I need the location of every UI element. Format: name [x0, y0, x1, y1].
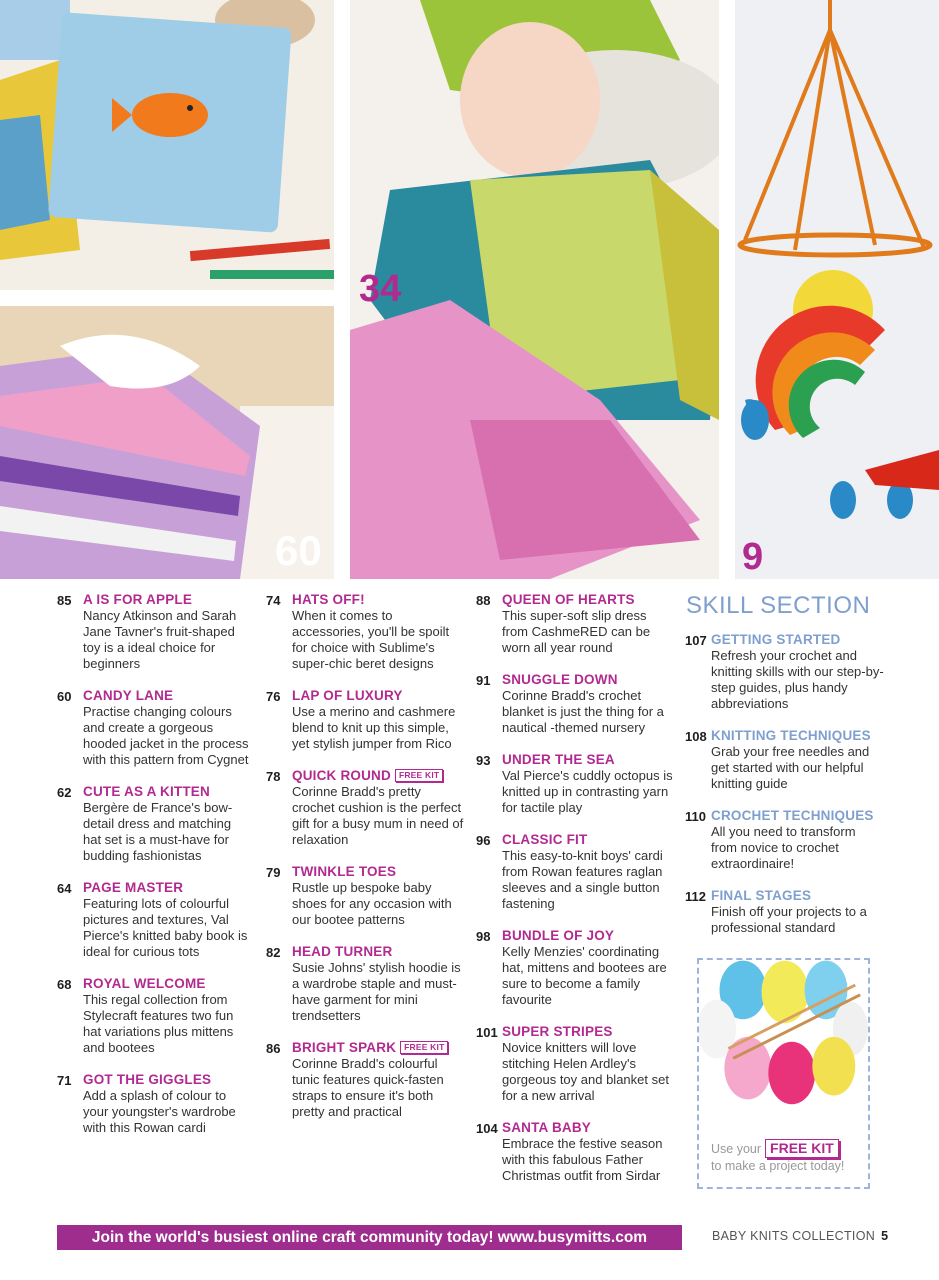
entry-description: Kelly Menzies' coordinating hat, mittens and bootees are sure to become a family favourite	[502, 944, 667, 1007]
page-number: 71	[57, 1073, 72, 1088]
page-number: 112	[685, 889, 706, 904]
contents-entry[interactable]	[266, 864, 466, 928]
page-number: 93	[476, 753, 491, 768]
page-number: 91	[476, 673, 491, 688]
contents-entry[interactable]	[266, 1040, 466, 1120]
entry-description: Bergère de France's bow-detail dress and matching hat set is a must-have for budding fashionistas	[83, 800, 233, 863]
contents-entry[interactable]	[476, 832, 676, 912]
page-number: 64	[57, 881, 72, 896]
entry-description: Corinne Bradd's colourful tunic features quick-fasten straps to ensure it's both pretty and practical	[292, 1056, 444, 1119]
entry-title: QUEEN OF HEARTS	[502, 592, 635, 607]
entry-description: All you need to transform from novice to crochet extraordinaire!	[711, 824, 856, 871]
entry-description: Corinne Bradd's pretty crochet cushion is the perfect gift for a busy mum in need of relaxation	[292, 784, 464, 847]
entry-description: When it comes to accessories, you'll be spoilt for choice with Sublime's super-chic beret designs	[292, 608, 450, 671]
entry-title	[292, 768, 466, 784]
page-footer	[712, 1229, 888, 1243]
contents-entry[interactable]	[476, 592, 676, 656]
contents-entry[interactable]	[476, 928, 676, 1008]
entry-description: Practise changing colours and create a gorgeous hooded jacket in the process with this pattern from Cygnet	[83, 704, 249, 767]
entry-title: CANDY LANE	[83, 688, 174, 703]
page-number: 74	[266, 593, 281, 608]
page-number: 86	[266, 1041, 281, 1056]
page-number: 96	[476, 833, 491, 848]
free-kit-label: FREE KIT	[765, 1139, 839, 1158]
contents-entry[interactable]	[57, 976, 252, 1056]
entry-title: HEAD TURNER	[292, 944, 393, 959]
entry-description: Novice knitters will love stitching Helen Ardley's gorgeous toy and blanket set for a new arrival	[502, 1040, 669, 1103]
entry-title: SANTA BABY	[502, 1120, 591, 1135]
contents-entry[interactable]	[266, 944, 466, 1024]
entry-title: BUNDLE OF JOY	[502, 928, 615, 943]
page-number: 82	[266, 945, 281, 960]
entry-title-text: BRIGHT SPARK	[292, 1040, 397, 1055]
page-number: 68	[57, 977, 72, 992]
entry-title: SNUGGLE DOWN	[502, 672, 618, 687]
entry-description: Refresh your crochet and knitting skills with our step-by-step guides, plus handy abbreviations	[711, 648, 884, 711]
crochet-mobile-photo	[735, 0, 939, 579]
entry-description: Featuring lots of colourful pictures and textures, Val Pierce's knitted baby book is ideal for curious tots	[83, 896, 248, 959]
page-number: 76	[266, 689, 281, 704]
entry-description: This easy-to-knit boys' cardi from Rowan features raglan sleeves and a single button fastening	[502, 848, 663, 911]
entry-description: Corinne Bradd's crochet blanket is just the thing for a nautical -themed nursery	[502, 688, 664, 735]
contents-entry[interactable]	[476, 1024, 676, 1104]
community-banner-link[interactable]: Join the world's busiest online craft community today! www.busymitts.com	[57, 1225, 682, 1250]
page-number: 85	[57, 593, 72, 608]
entry-title: UNDER THE SEA	[502, 752, 615, 767]
contents-entry[interactable]	[57, 592, 252, 672]
entry-description: Rustle up bespoke baby shoes for any occasion with our bootee patterns	[292, 880, 452, 927]
entry-description: This super-soft slip dress from CashmeRED can be worn all year round	[502, 608, 651, 655]
page-number: 101	[476, 1025, 498, 1040]
entry-title: CUTE AS A KITTEN	[83, 784, 210, 799]
page-number: 110	[685, 809, 706, 824]
entry-title	[292, 1040, 466, 1056]
skill-section-heading: SKILL SECTION	[686, 592, 871, 619]
contents-entry[interactable]	[57, 688, 252, 768]
contents-column-3	[476, 592, 676, 1200]
entry-title: GETTING STARTED	[711, 632, 841, 647]
page-number: 88	[476, 593, 491, 608]
candy-lane-cardigan-photo	[0, 306, 334, 579]
entry-title: LAP OF LUXURY	[292, 688, 403, 703]
page-number-label: 9	[742, 536, 764, 578]
entry-title: FINAL STAGES	[711, 888, 812, 903]
entry-description: Susie Johns' stylish hoodie is a wardrobe staple and must-have garment for mini trendsetters	[292, 960, 461, 1023]
magazine-title: BABY KNITS COLLECTION	[712, 1229, 876, 1243]
free-kit-caption	[711, 1139, 844, 1175]
entry-title: CLASSIC FIT	[502, 832, 588, 847]
page-number-label: 60	[275, 527, 322, 574]
contents-entry[interactable]	[266, 688, 466, 752]
entry-description: Use a merino and cashmere blend to knit up this simple, yet stylish jumper from Rico	[292, 704, 456, 751]
contents-entry[interactable]	[685, 888, 885, 936]
entry-description: Embrace the festive season with this fabulous Father Christmas outfit from Sirdar	[502, 1136, 663, 1183]
entry-description: Finish off your projects to a professional standard	[711, 904, 867, 935]
baby-cardigan-photo	[350, 0, 719, 579]
contents-entry[interactable]	[476, 672, 676, 736]
entry-description: Nancy Atkinson and Sarah Jane Tavner's fruit-shaped toy is a ideal choice for beginners	[83, 608, 237, 671]
entry-title: PAGE MASTER	[83, 880, 184, 895]
page-number: 62	[57, 785, 72, 800]
page-number: 78	[266, 769, 281, 784]
entry-title: CROCHET TECHNIQUES	[711, 808, 874, 823]
entry-title: TWINKLE TOES	[292, 864, 397, 879]
entry-title: A IS FOR APPLE	[83, 592, 193, 607]
entry-title: KNITTING TECHNIQUES	[711, 728, 871, 743]
contents-entry[interactable]	[57, 1072, 252, 1136]
entry-title: HATS OFF!	[292, 592, 365, 607]
contents-entry[interactable]	[685, 808, 885, 872]
entry-description: Grab your free needles and get started with our helpful knitting guide	[711, 744, 870, 791]
contents-column-1	[57, 592, 252, 1152]
entry-title: GOT THE GIGGLES	[83, 1072, 212, 1087]
entry-description: Add a splash of colour to your youngster's wardrobe with this Rowan cardi	[83, 1088, 236, 1135]
entry-title: SUPER STRIPES	[502, 1024, 613, 1039]
kit-caption-line2: to make a project today!	[711, 1159, 845, 1173]
contents-entry[interactable]	[57, 880, 252, 960]
page-number: 104	[476, 1121, 498, 1136]
page-number: 60	[57, 689, 72, 704]
entry-description: Val Pierce's cuddly octopus is knitted up in contrasting yarn for tactile play	[502, 768, 673, 815]
page-number: 108	[685, 729, 707, 744]
contents-entry[interactable]	[266, 768, 466, 848]
folio-page-number: 5	[881, 1229, 889, 1243]
contents-entry[interactable]	[476, 752, 676, 816]
free-kit-box	[697, 958, 870, 1189]
contents-entry[interactable]	[57, 784, 252, 864]
free-kit-badge: FREE KIT	[400, 1041, 448, 1054]
entry-title-text: QUICK ROUND	[292, 768, 391, 783]
skill-section-column	[685, 632, 885, 952]
free-kit-badge: FREE KIT	[395, 769, 443, 782]
contents-entry[interactable]	[476, 1120, 676, 1184]
page-number: 79	[266, 865, 281, 880]
entry-title: ROYAL WELCOME	[83, 976, 206, 991]
kit-caption-prefix: Use your	[711, 1142, 762, 1156]
contents-entry[interactable]	[685, 632, 885, 712]
contents-entry[interactable]	[685, 728, 885, 792]
contents-column-2	[266, 592, 466, 1136]
page-number: 98	[476, 929, 491, 944]
contents-entry[interactable]	[266, 592, 466, 672]
entry-description: This regal collection from Stylecraft features two fun hat variations plus mittens and bootees	[83, 992, 234, 1055]
knitted-book-photo	[0, 0, 334, 290]
page-number-label: 34	[359, 268, 402, 310]
page-number: 107	[685, 633, 707, 648]
